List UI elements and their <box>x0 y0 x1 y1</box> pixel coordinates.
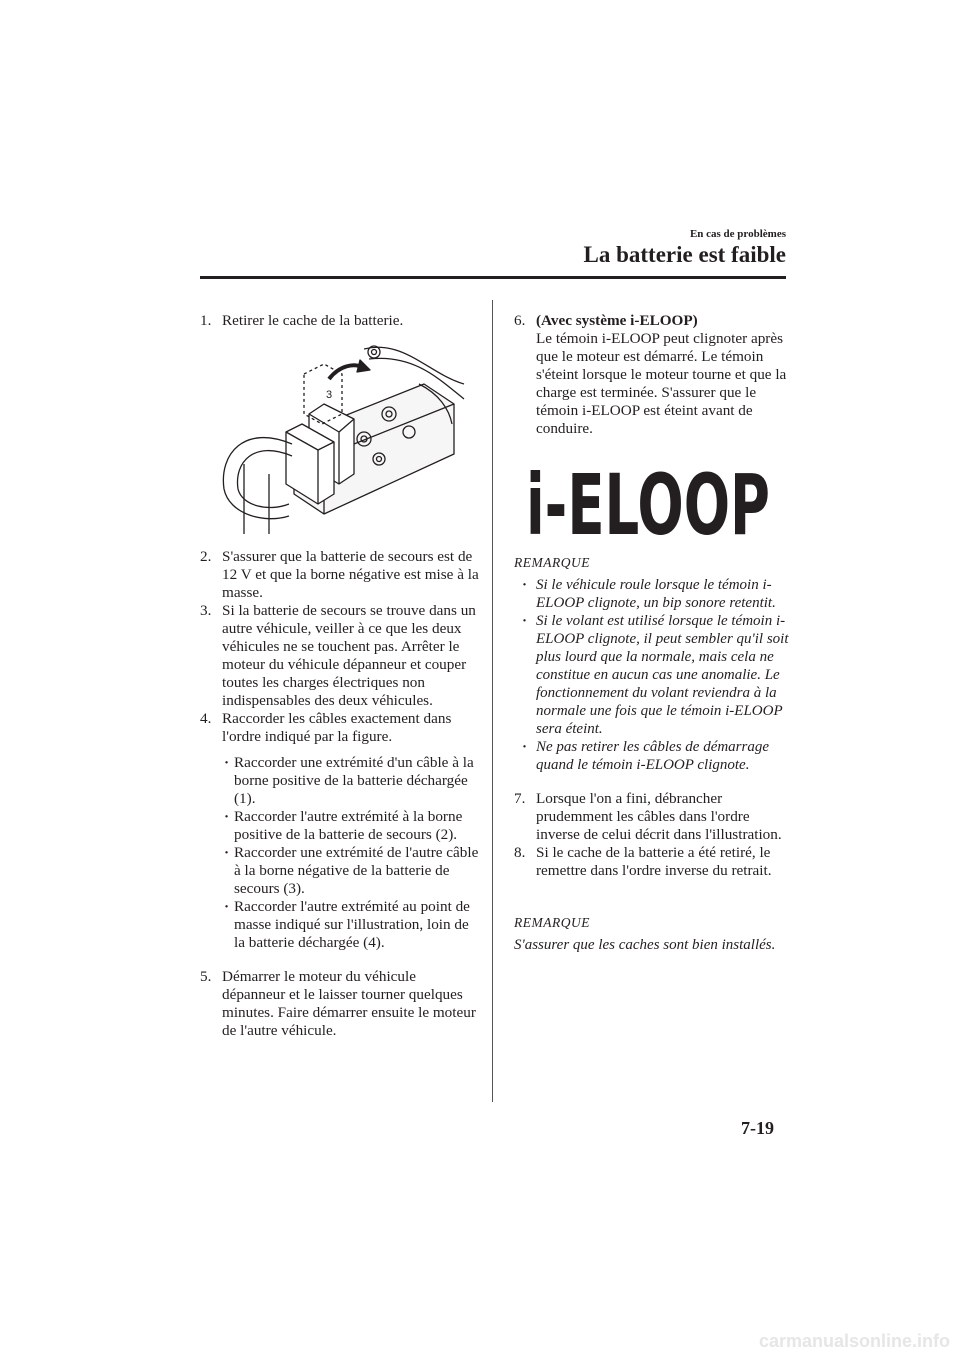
step-1 <box>200 312 480 330</box>
step-number: 2. <box>200 548 212 565</box>
step-text: Le témoin i-ELOOP peut clignoter après que le moteur est démarré. Le témoin s'éteint lorsque le moteur tourne et que la charge est terminée. S'assurer que le témoin i-ELOOP est éteint avant de conduire. <box>536 330 787 437</box>
step-2 <box>200 548 480 602</box>
list-item: · Raccorder une extrémité d'un câble à la borne positive de la batterie déchargée (1). <box>226 754 480 808</box>
step-6 <box>514 312 789 438</box>
step-number: 3. <box>200 602 212 619</box>
connection-steps-list <box>226 754 480 952</box>
watermark: carmanualsonline.info <box>758 1331 950 1351</box>
step-heading: (Avec système i-ELOOP) <box>536 312 698 329</box>
step-text: Lorsque l'on a fini, débrancher prudemment les câbles dans l'ordre inverse de celui décrit dans l'illustration. <box>536 790 782 843</box>
step-number: 5. <box>200 968 212 985</box>
note-list <box>524 576 789 774</box>
note-heading: REMARQUE <box>514 915 590 930</box>
step-number: 8. <box>514 844 526 861</box>
indicator-label: i-ELOOP <box>526 456 770 554</box>
note-heading: REMARQUE <box>514 555 590 570</box>
step-number: 6. <box>514 312 526 329</box>
step-7 <box>514 790 789 844</box>
step-text: Retirer le cache de la batterie. <box>222 312 404 329</box>
i-eloop-indicator-icon <box>524 454 774 554</box>
note-item: · Ne pas retirer les câbles de démarrage quand le témoin i-ELOOP clignote. <box>524 738 789 774</box>
header-rule <box>200 276 786 279</box>
step-3 <box>200 602 480 710</box>
step-text: S'assurer que la batterie de secours est de 12 V et que la borne négative est mise à la masse. <box>222 548 479 601</box>
step-text: Raccorder les câbles exactement dans l'ordre indiqué par la figure. <box>222 710 452 745</box>
list-item: · Raccorder l'autre extrémité à la borne positive de la batterie de secours (2). <box>226 808 480 844</box>
note-item: · Si le volant est utilisé lorsque le témoin i-ELOOP clignote, il peut sembler qu'il soit plus lourd que la normale, mais cela ne constitue en aucun cas une anomalie. Le fonctionnement du volant reviendra à la normale une fois que le témoin i-ELOOP sera éteint. <box>524 612 789 738</box>
step-text: Si le cache de la batterie a été retiré, le remettre dans l'ordre inverse du retrait. <box>536 844 772 879</box>
column-divider <box>492 300 493 1102</box>
page-number: 7-19 <box>741 1118 774 1138</box>
left-column <box>200 312 480 1040</box>
battery-cover-illustration <box>214 344 474 534</box>
list-item: · Raccorder l'autre extrémité au point de masse indiqué sur l'illustration, loin de la batterie déchargée (4). <box>226 898 480 952</box>
step-text: Si la batterie de secours se trouve dans un autre véhicule, veiller à ce que les deux véhicules ne se touchent pas. Arrêter le moteur du véhicule dépanneur et couper toutes les charges électriques non indispensables des deux véhicules. <box>222 602 476 709</box>
list-item: · Raccorder une extrémité de l'autre câble à la borne négative de la batterie de secours (3). <box>226 844 480 898</box>
section-name: En cas de problèmes <box>689 228 786 240</box>
page-title: La batterie est faible <box>583 242 786 267</box>
note-text: S'assurer que les caches sont bien installés. <box>514 937 776 953</box>
step-8 <box>514 844 789 880</box>
step-4 <box>200 710 480 746</box>
step-text: Démarrer le moteur du véhicule dépanneur et le laisser tourner quelques minutes. Faire démarrer ensuite le moteur de l'autre véhicule. <box>222 968 476 1039</box>
step-number: 1. <box>200 312 212 329</box>
figure-callout: 3 <box>326 389 333 401</box>
right-column <box>514 312 789 954</box>
note-item: · Si le véhicule roule lorsque le témoin i-ELOOP clignote, un bip sonore retentit. <box>524 576 789 612</box>
step-5 <box>200 968 480 1040</box>
step-number: 4. <box>200 710 212 727</box>
step-number: 7. <box>514 790 526 807</box>
